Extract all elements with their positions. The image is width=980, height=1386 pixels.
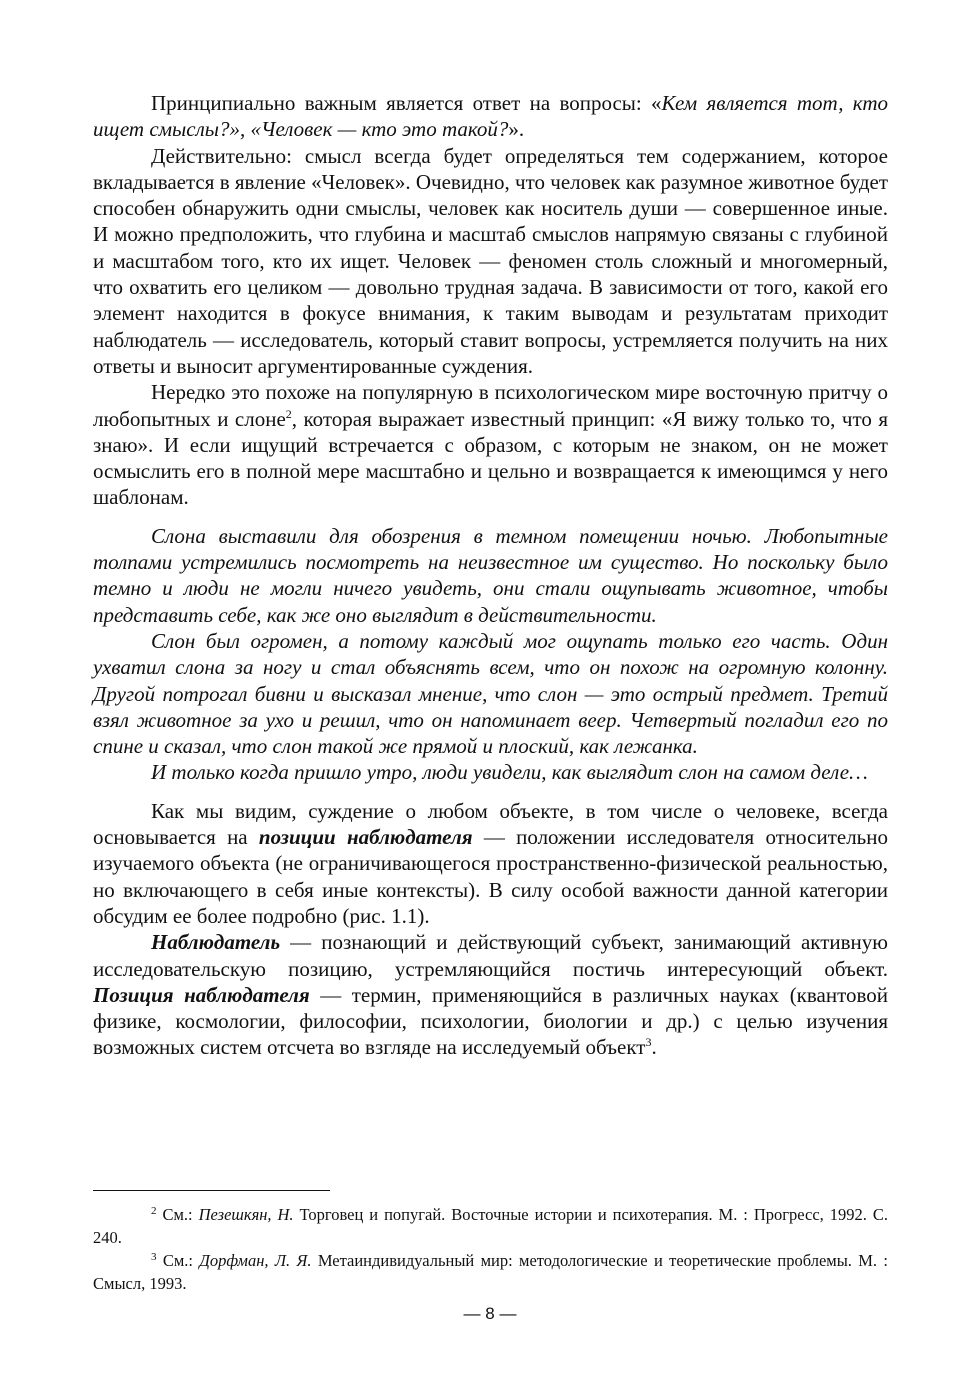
text-run: Нередко это похоже на популярную в психологическом мире восточную притчу о любопытных и слоне [93, 380, 888, 431]
paragraph-2: Действительно: смысл всегда будет определяться тем содержанием, которое вкладывается в явление «Человек». Очевидно, что человек как разумное животное будет способен обнаружить одни смыслы, человек как носитель души — совершенное иные. И можно предположить, что глубина и масштаб смыслов напрямую связаны с глубиной и масштабом того, кто их ищет. Человек — феномен столь сложный и многомерный, что охватить его целиком — довольно трудная задача. В зависимости от того, какой его элемент находится в фокусе внимания, к таким выводам и результатам приходит наблюдатель — исследователь, который ставит вопросы, устремляется получить на них ответы и выносит аргументированные суждения. [93, 143, 888, 378]
text-run: — познающий и действующий субъект, занимающий активную исследовательскую позицию, устремляющийся постичь интересующий объект. [93, 930, 888, 981]
paragraph-4 [93, 798, 888, 929]
text-run: ». [508, 117, 525, 142]
footnote-text: Метаиндивидуальный мир: методологические и теоретические проблемы. М. : Смысл, 1993. [93, 1251, 888, 1293]
footnote-text: Торговец и попугай. Восточные истории и психотерапия. М. : Прогресс, 1992. С. 240. [93, 1205, 888, 1247]
text-run: . [651, 1035, 657, 1060]
footnote-number: 2 [151, 1205, 157, 1217]
text-run: — положении исследователя относительно изучаемого объекта (не ограничивающегося пространственно-физической реальностью, но включающего в себя иные контексты). В силу особой важности данной категории обсудим ее более подробно (рис. 1.1). [93, 825, 888, 928]
footnote-divider [93, 1190, 330, 1191]
footnote-author: Дорфман, Л. Я. [199, 1251, 312, 1270]
term-bold-italic: Позиция наблюдателя [93, 982, 310, 1007]
footnote-number: 3 [151, 1251, 157, 1263]
italic-run: Кем является тот, кто ищет смыслы?», «Человек — кто это такой? [93, 91, 888, 142]
paragraph-1 [93, 90, 888, 143]
paragraph-3 [93, 379, 888, 510]
footnote-ref: 2 [285, 406, 292, 421]
footnote-3 [93, 1249, 888, 1295]
footnotes [93, 1203, 888, 1295]
paragraph-5 [93, 929, 888, 1060]
text-run: Принципиально важным является ответ на вопросы: « [151, 91, 662, 115]
footnote-ref: 3 [645, 1035, 652, 1050]
term-bold-italic: позиции наблюдателя [258, 825, 473, 850]
quote-paragraph-2: Слон был огромен, а потому каждый мог ощупать только его часть. Один ухватил слона за ногу и стал объяснять всем, что он похож на огромную колонну. Другой потрогал бивни и высказал мнение, что слон — это острый предмет. Третий взял животное за ухо и решил, что он напоминает веер. Четвертый погладил его по спине и сказал, что слон такой же прямой и плоский, как лежанка. [93, 628, 888, 759]
footnote-text: См.: [156, 1205, 199, 1224]
footnote-2 [93, 1203, 888, 1249]
text-run: Как мы видим, суждение о любом объекте, в том числе о человеке, всегда основывается на [93, 798, 888, 850]
footnote-text: См.: [156, 1251, 200, 1270]
page-body [93, 90, 888, 1061]
footnote-author: Пезешкян, Н. [198, 1205, 294, 1224]
text-run: , которая выражает известный принцип: «Я вижу только то, что я знаю». И если ищущий встречается с образом, с которым не знаком, он не может осмыслить его в полной мере масштабно и цельно и возвращается к имеющимся у него шаблонам. [93, 406, 888, 510]
quote-paragraph-3: И только когда пришло утро, люди увидели, как выглядит слон на самом деле… [151, 760, 868, 785]
quote-paragraph-1: Слона выставили для обозрения в темном помещении ночью. Любопытные толпами устремились посмотреть на неизвестное им существо. Но поскольку было темно и люди не могли ничего увидеть, они стали ощупывать животное, чтобы представить себе, как же оно выглядит в действительности. [93, 523, 888, 627]
page-number: — 8 — [463, 1304, 517, 1323]
text-run: — термин, применяющийся в различных науках (квантовой физике, космологии, философии, психологии, биологии и др.) с целью изучения возможных систем отсчета во взгляде на исследуемый объект [93, 982, 888, 1060]
term-bold-italic: Наблюдатель [151, 930, 281, 955]
